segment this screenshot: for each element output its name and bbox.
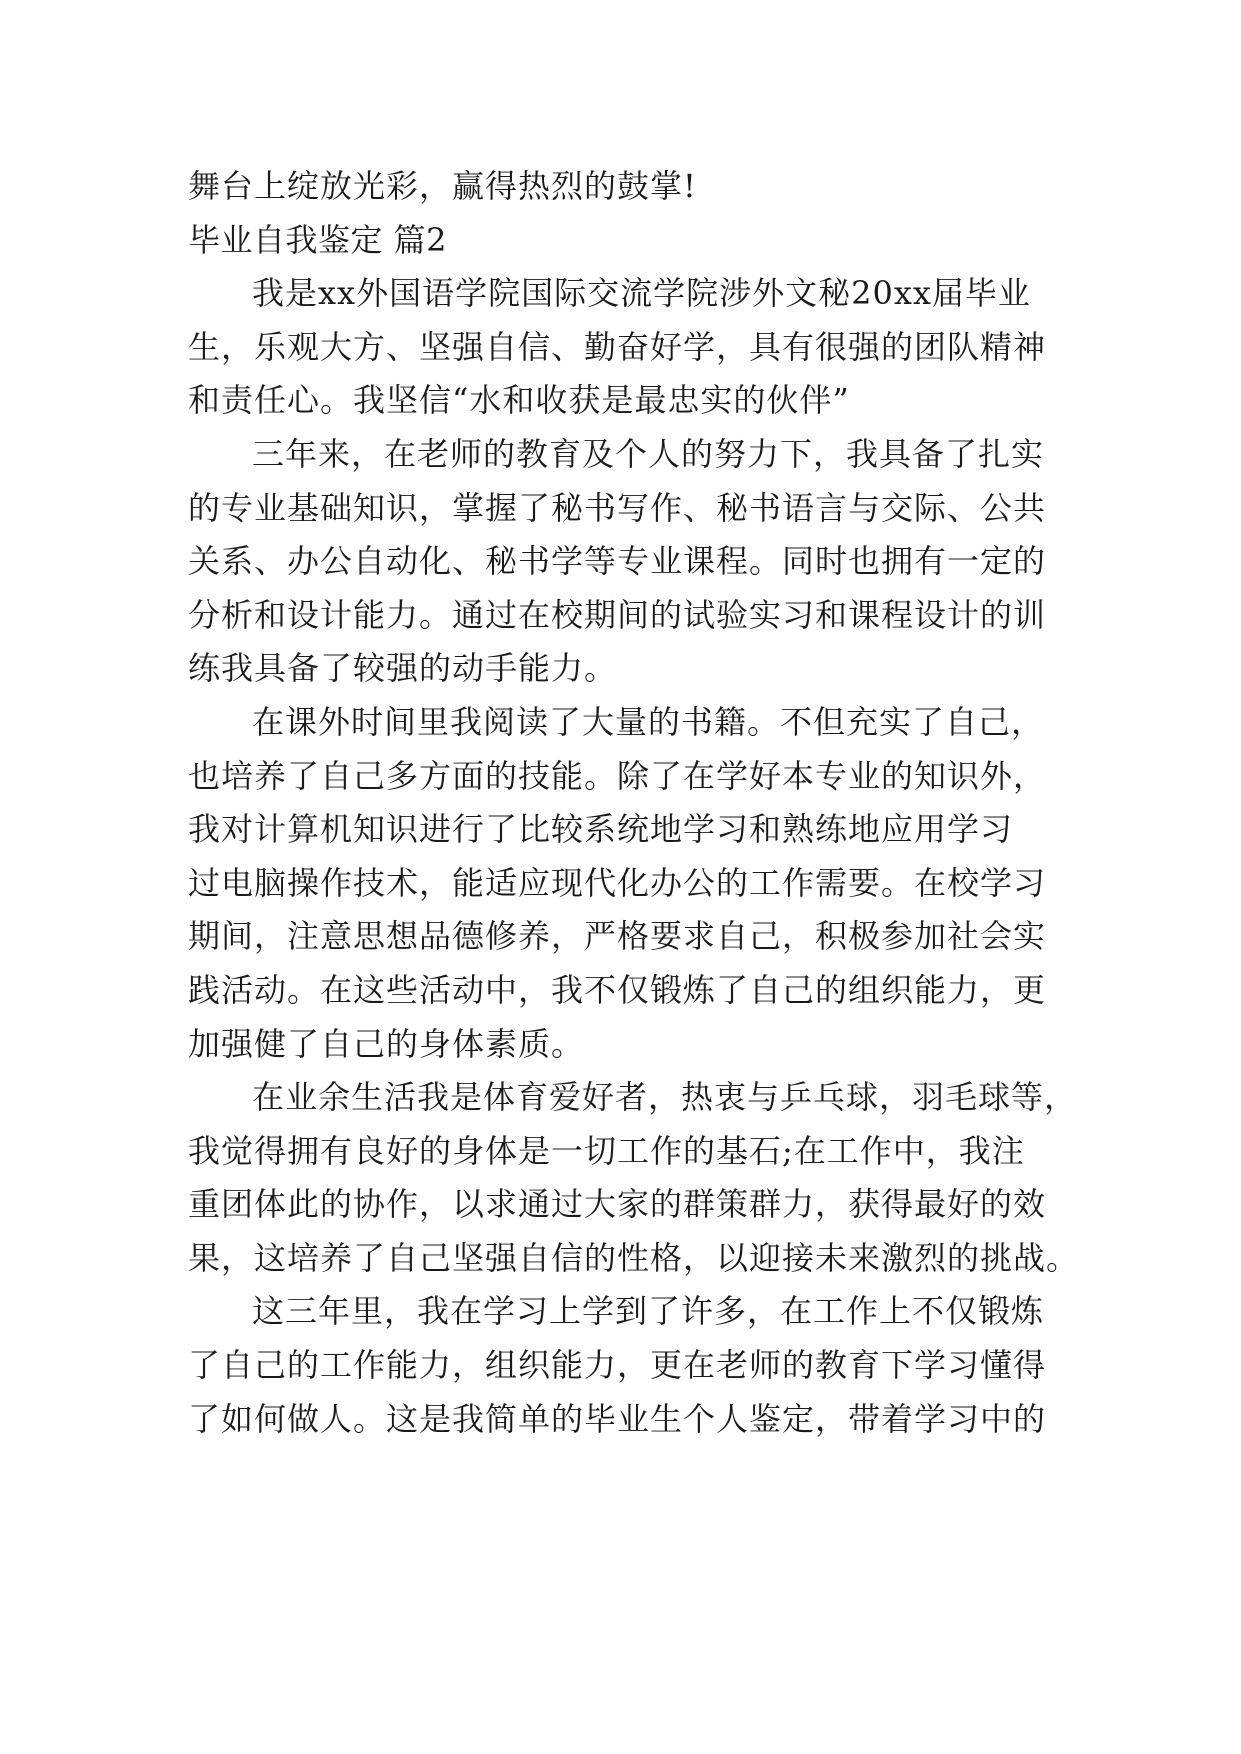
paragraph-1 — [188, 267, 1058, 428]
paragraph-line: 期间，注意思想品德修养，严格要求自己，积极参加社会实 — [188, 917, 1047, 956]
paragraph-2 — [188, 428, 1058, 696]
paragraph-line: 了如何做人。这是我简单的毕业生个人鉴定，带着学习中的 — [188, 1399, 1047, 1438]
paragraph-line: 我觉得拥有良好的身体是一切工作的基石;在工作中，我注 — [188, 1131, 1025, 1170]
paragraph-5 — [188, 1285, 1058, 1446]
paragraph-line: 过电脑操作技术，能适应现代化办公的工作需要。在校学习 — [188, 863, 1047, 902]
paragraph-line: 践活动。在这些活动中，我不仅锻炼了自己的组织能力，更 — [188, 970, 1047, 1009]
paragraph-line: 加强健了自己的身体素质。 — [188, 1024, 585, 1063]
paragraph-line: 在业余生活我是体育爱好者，热衷与乒乓球，羽毛球等， — [252, 1078, 1078, 1117]
paragraph-line: 果，这培养了自己坚强自信的性格，以迎接未来激烈的挑战。 — [188, 1238, 1080, 1277]
paragraph-line: 也培养了自己多方面的技能。除了在学好本专业的知识外， — [188, 756, 1047, 795]
paragraph-line: 和责任心。我坚信“水和收获是最忠实的伙伴” — [188, 381, 850, 420]
paragraph-4 — [188, 1071, 1080, 1285]
document-page — [188, 160, 1080, 1446]
paragraph-line: 生，乐观大方、坚强自信、勤奋好学，具有很强的团队精神 — [188, 327, 1047, 366]
paragraph-line: 的专业基础知识，掌握了秘书写作、秘书语言与交际、公共 — [188, 488, 1047, 527]
paragraph-line: 我对计算机知识进行了比较系统地学习和熟练地应用学习 — [188, 810, 1014, 849]
section-title: 毕业自我鉴定 篇2 — [188, 220, 448, 259]
continuation-line: 舞台上绽放光彩，赢得热烈的鼓掌! — [188, 167, 697, 205]
paragraph-line: 这三年里，我在学习上学到了许多，在工作上不仅锻炼 — [252, 1292, 1045, 1331]
paragraph-line: 重团体此的协作，以求通过大家的群策群力，获得最好的效 — [188, 1185, 1047, 1224]
paragraph-3 — [188, 696, 1058, 1071]
paragraph-line: 我是xx外国语学院国际交流学院涉外文秘20xx届毕业 — [252, 274, 1031, 313]
paragraph-line: 练我具备了较强的动手能力。 — [188, 649, 618, 688]
paragraph-line: 关系、办公自动化、秘书学等专业课程。同时也拥有一定的 — [188, 542, 1047, 581]
paragraph-line: 三年来，在老师的教育及个人的努力下，我具备了扎实 — [252, 434, 1045, 473]
paragraph-line: 在课外时间里我阅读了大量的书籍。不但充实了自己， — [252, 702, 1045, 741]
paragraph-line: 分析和设计能力。通过在校期间的试验实习和课程设计的训 — [188, 595, 1047, 634]
paragraph-line: 了自己的工作能力，组织能力，更在老师的教育下学习懂得 — [188, 1346, 1047, 1385]
